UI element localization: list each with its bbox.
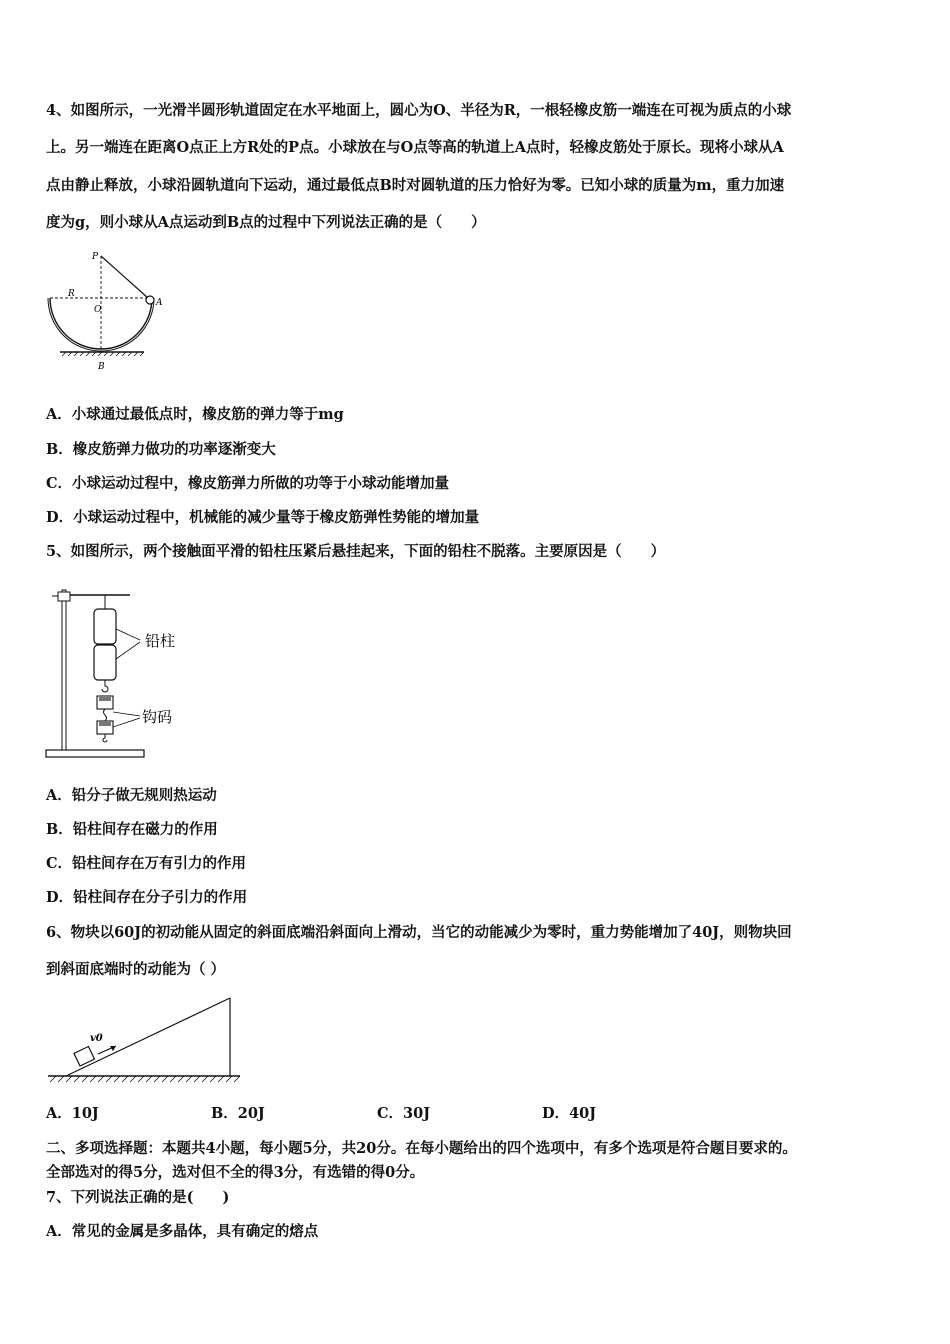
q5-option-c: C．铅柱间存在万有引力的作用	[46, 855, 247, 872]
q4-option-d: D．小球运动过程中，机械能的减少量等于橡皮筋弹性势能的增加量	[46, 509, 480, 526]
q6-label-v0: v0	[90, 1033, 103, 1044]
q5-label-weight: 钩码	[142, 708, 173, 726]
section2-heading-line-2: 全部选对的得5分，选对但不全的得3分，有选错的得0分。	[46, 1164, 425, 1181]
q5-figure-lead-cylinders	[44, 584, 204, 764]
q6-option-c: C．30J	[377, 1105, 431, 1122]
q6-option-d: D．40J	[542, 1105, 597, 1122]
q4-option-c: C．小球运动过程中，橡皮筋弹力所做的功等于小球动能增加量	[46, 475, 450, 492]
q5-option-d: D．铅柱间存在分子引力的作用	[46, 889, 248, 906]
section2-heading-line-1: 二、多项选择题：本题共4小题，每小题5分，共20分。在每小题给出的四个选项中，有多个选项是符合题目要求的。	[46, 1140, 797, 1157]
q5-option-b: B．铅柱间存在磁力的作用	[46, 821, 218, 838]
q5-stem: 5、如图所示，两个接触面平滑的铅柱压紧后悬挂起来，下面的铅柱不脱落。主要原因是（ ）	[46, 543, 666, 560]
q4-stem-line-1: 4、如图所示，一光滑半圆形轨道固定在水平地面上，圆心为O、半径为R，一根轻橡皮筋一端连在可视为质点的小球	[46, 102, 792, 119]
q4-label-a: A	[156, 298, 163, 308]
q4-label-r: R	[68, 289, 75, 299]
q7-stem: 7、下列说法正确的是( )	[46, 1189, 230, 1206]
q7-option-a: A．常见的金属是多晶体，具有确定的熔点	[46, 1223, 319, 1240]
q6-figure-incline	[44, 994, 244, 1090]
q6-option-a: A．10J	[46, 1105, 99, 1122]
q6-option-b: B．20J	[211, 1105, 265, 1122]
q5-label-lead: 铅柱	[145, 632, 176, 650]
q4-stem-line-2: 上。另一端连在距离O点正上方R处的P点。小球放在与O点等高的轨道上A点时，轻橡皮筋处于原长。现将小球从A	[46, 139, 784, 156]
q4-label-o: O	[94, 305, 102, 315]
q4-label-p: P	[92, 252, 99, 262]
q6-stem-line-1: 6、物块以60J的初动能从固定的斜面底端沿斜面向上滑动，当它的动能减少为零时，重力势能增加了40J，则物块回	[46, 924, 792, 941]
q4-stem-line-4: 度为g，则小球从A点运动到B点的过程中下列说法正确的是（ ）	[46, 214, 486, 231]
q4-label-b: B	[98, 362, 105, 372]
q5-option-a: A．铅分子做无规则热运动	[46, 787, 217, 804]
q4-figure-semicircle-track	[44, 246, 164, 374]
q6-stem-line-2: 到斜面底端时的动能为（ ）	[46, 961, 226, 978]
q4-option-a: A．小球通过最低点时，橡皮筋的弹力等于mg	[46, 406, 344, 423]
q4-option-b: B．橡皮筋弹力做功的功率逐渐变大	[46, 441, 276, 458]
q4-stem-line-3: 点由静止释放，小球沿圆轨道向下运动，通过最低点B时对圆轨道的压力恰好为零。已知小球的质量为m，重力加速	[46, 177, 785, 194]
